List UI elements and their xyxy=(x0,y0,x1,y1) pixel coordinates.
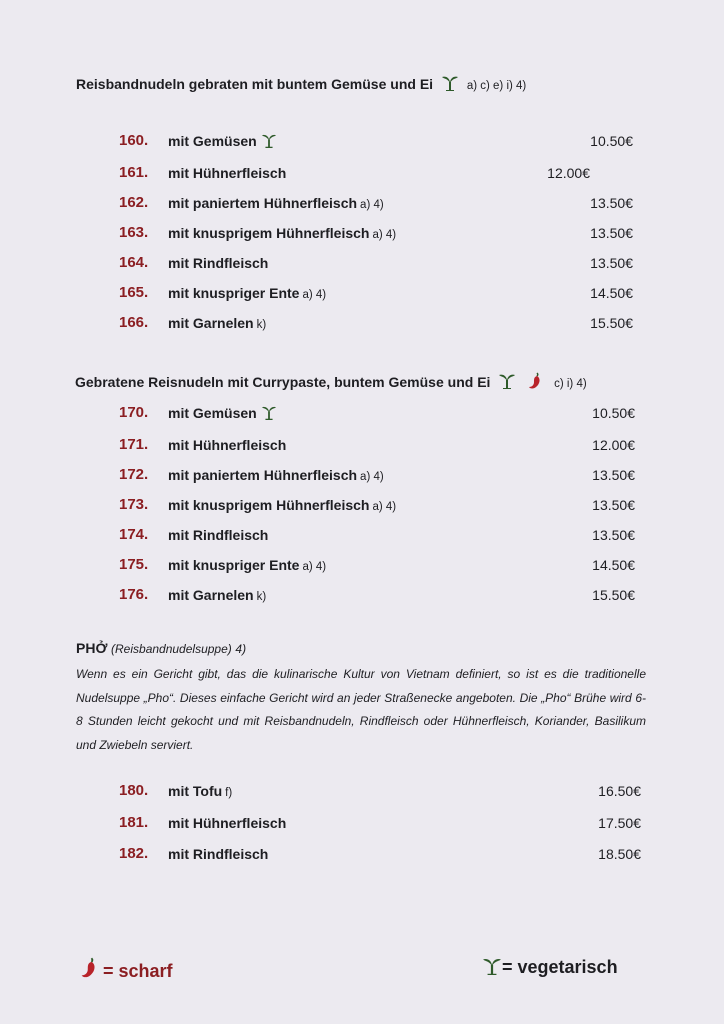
menu-item: 176. mit Garnelen k) 15.50€ xyxy=(119,586,635,603)
sprout-icon xyxy=(498,373,516,392)
menu-item: 171. mit Hühnerfleisch 12.00€ xyxy=(119,436,635,453)
legend-vegetarian: = vegetarisch xyxy=(482,957,618,980)
menu-item: 182. mit Rindfleisch 18.50€ xyxy=(119,845,641,862)
sprout-icon xyxy=(441,75,459,94)
menu-item: 162. mit paniertem Hühnerfleisch a) 4) 13.50€ xyxy=(119,194,633,211)
chili-icon xyxy=(528,372,542,393)
menu-item: 175. mit knuspriger Ente a) 4) 14.50€ xyxy=(119,556,635,573)
section-title-pho: PHỞ (Reisbandnudelsuppe) 4) xyxy=(76,640,247,656)
sprout-icon xyxy=(261,133,277,151)
section-title-reisnudeln-curry: Gebratene Reisnudeln mit Currypaste, buntem Gemüse und Ei c) i) 4) xyxy=(75,372,587,393)
sprout-icon xyxy=(482,957,502,980)
pho-description: Wenn es ein Gericht gibt, das die kulinarische Kultur von Vietnam definiert, so ist es die traditionelle Nudelsuppe „Pho“. Dieses einfache Gericht wird an jeder Straßenecke angeboten. Die „Pho“ Brühe wird 6-8 Stunden leicht gekocht und mit Reisbandnudeln, Rindfleisch oder Hühnerfleisch, Koriander, Basilikum und Zwiebeln serviert. xyxy=(76,667,646,752)
section-title-reisbandnudeln: Reisbandnudeln gebraten mit buntem Gemüse und Ei a) c) e) i) 4) xyxy=(76,76,527,92)
menu-item: 160. mit Gemüsen 10.50€ xyxy=(119,132,633,149)
menu-item: 163. mit knusprigem Hühnerfleisch a) 4) 13.50€ xyxy=(119,224,633,241)
menu-item: 165. mit knuspriger Ente a) 4) 14.50€ xyxy=(119,284,633,301)
menu-item: 172. mit paniertem Hühnerfleisch a) 4) 13.50€ xyxy=(119,466,635,483)
menu-item: 166. mit Garnelen k) 15.50€ xyxy=(119,314,633,331)
menu-item: 164. mit Rindfleisch 13.50€ xyxy=(119,254,633,271)
menu-item: 173. mit knusprigem Hühnerfleisch a) 4) 13.50€ xyxy=(119,496,635,513)
menu-item: 174. mit Rindfleisch 13.50€ xyxy=(119,526,635,543)
legend-hot: = scharf xyxy=(80,957,173,984)
menu-item: 170. mit Gemüsen 10.50€ xyxy=(119,404,635,421)
menu-item: 180. mit Tofu f) 16.50€ xyxy=(119,782,641,799)
sprout-icon xyxy=(261,405,277,423)
menu-item: 181. mit Hühnerfleisch 17.50€ xyxy=(119,814,641,831)
menu-item: 161. mit Hühnerfleisch 12.00€ xyxy=(119,164,590,181)
chili-icon xyxy=(80,957,98,984)
